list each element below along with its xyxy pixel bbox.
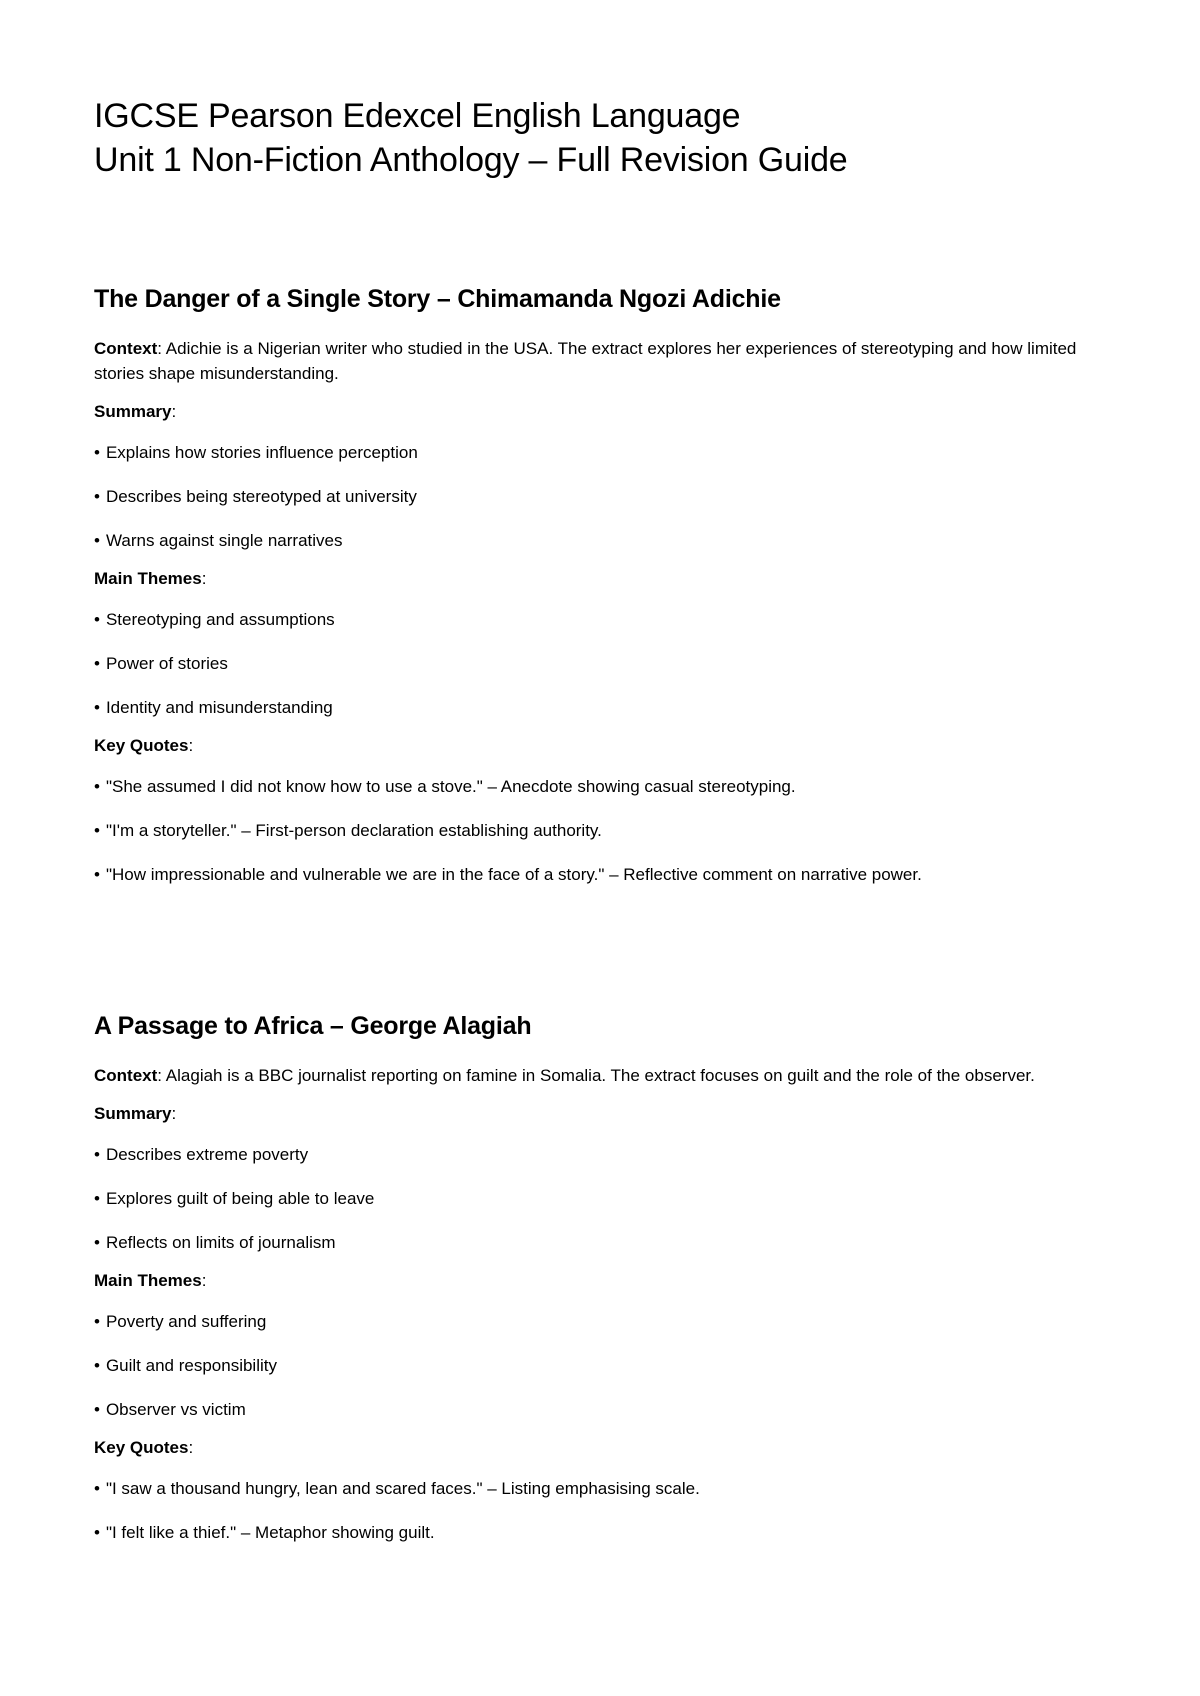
context-text: : Adichie is a Nigerian writer who studied in the USA. The extract explores her experiences of stereotyping and how limited stories shape misunderstanding. (94, 339, 1077, 383)
list-item-text: Describes being stereotyped at university (105, 487, 417, 506)
summary-heading (94, 400, 1114, 424)
colon: : (188, 736, 194, 755)
list-item-text: Describes extreme poverty (105, 1145, 309, 1164)
summary-list (94, 1143, 1114, 1255)
colon: : (171, 1104, 177, 1123)
list-item (94, 1354, 1114, 1378)
summary-heading (94, 1102, 1114, 1126)
section-title: The Danger of a Single Story – Chimamanda Ngozi Adichie (94, 285, 781, 313)
context-label: Context (94, 339, 158, 358)
list-item-text: "I saw a thousand hungry, lean and scared faces." – Listing emphasising scale. (105, 1479, 700, 1498)
quotes-list (94, 775, 1114, 887)
colon: : (171, 402, 177, 421)
list-item (94, 775, 1114, 799)
bullet: • (94, 1356, 100, 1375)
bullet: • (94, 821, 100, 840)
section-title: A Passage to Africa – George Alagiah (94, 1012, 532, 1040)
section-passage-to-africa (94, 1011, 1114, 1545)
list-item (94, 696, 1114, 720)
bullet: • (94, 1233, 100, 1252)
summary-list (94, 441, 1114, 553)
list-item (94, 1398, 1114, 1422)
list-item (94, 1310, 1114, 1334)
themes-list (94, 608, 1114, 720)
bullet: • (94, 777, 100, 796)
list-item-text: "I'm a storyteller." – First-person declaration establishing authority. (105, 821, 602, 840)
list-item (94, 863, 1114, 887)
list-item (94, 485, 1114, 509)
list-item (94, 1521, 1114, 1545)
list-item (94, 608, 1114, 632)
bullet: • (94, 443, 100, 462)
bullet: • (94, 610, 100, 629)
list-item-text: "How impressionable and vulnerable we are in the face of a story." – Reflective comment on narrative power. (105, 865, 922, 884)
list-item (94, 1477, 1114, 1501)
bullet: • (94, 531, 100, 550)
list-item-text: Explains how stories influence perception (105, 443, 418, 462)
summary-label: Summary (94, 402, 172, 421)
colon: : (188, 1438, 194, 1457)
themes-label: Main Themes (94, 569, 202, 588)
section-danger-of-single-story (94, 284, 1114, 887)
context-text: : Alagiah is a BBC journalist reporting on famine in Somalia. The extract focuses on guilt and the role of the observer. (157, 1066, 1035, 1085)
list-item-text: Identity and misunderstanding (105, 698, 333, 717)
quotes-label: Key Quotes (94, 1438, 189, 1457)
bullet: • (94, 1400, 100, 1419)
bullet: • (94, 1479, 100, 1498)
document-title (94, 94, 1114, 182)
list-item (94, 1187, 1114, 1211)
bullet: • (94, 1189, 100, 1208)
list-item-text: Guilt and responsibility (105, 1356, 277, 1375)
colon: : (201, 569, 207, 588)
bullet: • (94, 865, 100, 884)
document-title-line-2: Unit 1 Non-Fiction Anthology – Full Revision Guide (94, 141, 848, 179)
list-item (94, 529, 1114, 553)
list-item-text: Poverty and suffering (105, 1312, 267, 1331)
list-item-text: Stereotyping and assumptions (105, 610, 335, 629)
colon: : (201, 1271, 207, 1290)
themes-label: Main Themes (94, 1271, 202, 1290)
list-item (94, 1231, 1114, 1255)
context-paragraph (94, 336, 1114, 386)
quotes-heading (94, 734, 1114, 758)
themes-heading (94, 1269, 1114, 1293)
list-item (94, 441, 1114, 465)
list-item-text: Warns against single narratives (105, 531, 343, 550)
list-item-text: "She assumed I did not know how to use a stove." – Anecdote showing casual stereotyping. (105, 777, 796, 796)
list-item (94, 652, 1114, 676)
bullet: • (94, 1523, 100, 1542)
list-item-text: "I felt like a thief." – Metaphor showing guilt. (105, 1523, 435, 1542)
bullet: • (94, 654, 100, 673)
list-item (94, 819, 1114, 843)
list-item-text: Explores guilt of being able to leave (105, 1189, 375, 1208)
context-paragraph (94, 1063, 1114, 1088)
themes-list (94, 1310, 1114, 1422)
bullet: • (94, 1312, 100, 1331)
document-title-line-1: IGCSE Pearson Edexcel English Language (94, 97, 741, 135)
list-item-text: Power of stories (105, 654, 228, 673)
list-item-text: Reflects on limits of journalism (105, 1233, 336, 1252)
list-item (94, 1143, 1114, 1167)
quotes-list (94, 1477, 1114, 1545)
themes-heading (94, 567, 1114, 591)
summary-label: Summary (94, 1104, 172, 1123)
document-page (94, 94, 1114, 1542)
list-item-text: Observer vs victim (105, 1400, 246, 1419)
quotes-heading (94, 1436, 1114, 1460)
context-label: Context (94, 1066, 158, 1085)
bullet: • (94, 487, 100, 506)
bullet: • (94, 1145, 100, 1164)
bullet: • (94, 698, 100, 717)
quotes-label: Key Quotes (94, 736, 189, 755)
